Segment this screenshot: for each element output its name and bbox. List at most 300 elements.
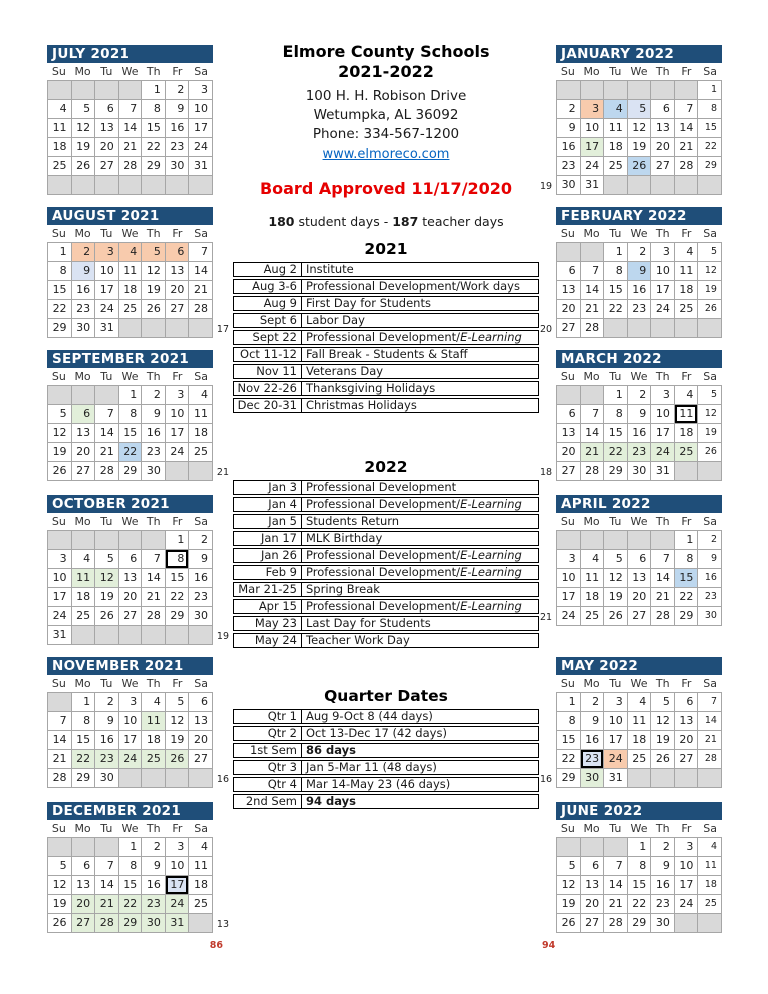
day-cell: 30: [141, 461, 165, 480]
day-cell: 2: [141, 837, 165, 856]
day-cell: 16: [141, 875, 165, 894]
empty-cell: [165, 175, 189, 194]
weekday-label: Sa: [703, 677, 717, 690]
day-cell: 4: [697, 837, 721, 856]
event-2022-date: May 23: [234, 617, 302, 630]
day-cell: 9: [580, 711, 604, 730]
weekday-label: We: [121, 370, 139, 383]
empty-cell: [603, 318, 627, 337]
day-cell: 24: [165, 894, 189, 913]
day-cell: 18: [188, 875, 212, 894]
event-2021-date: Aug 2: [234, 263, 302, 276]
empty-cell: [603, 175, 627, 194]
month-grid: [556, 242, 722, 338]
weekday-label: Fr: [172, 65, 183, 78]
quarter-row: [233, 726, 539, 741]
day-cell: 18: [697, 875, 721, 894]
day-cell: 26: [47, 461, 71, 480]
day-cell: 22: [118, 442, 142, 461]
empty-cell: [118, 768, 142, 787]
month-grid: [556, 80, 722, 195]
day-cell: 7: [580, 261, 604, 280]
empty-cell: [697, 461, 721, 480]
day-cell: 25: [674, 442, 698, 461]
empty-cell: [71, 837, 95, 856]
weekday-label: Sa: [194, 515, 208, 528]
month-calendar-february-2022: [540, 207, 722, 338]
empty-cell: [118, 530, 142, 549]
day-cell: 13: [118, 568, 142, 587]
day-cell: 27: [580, 913, 604, 932]
weekday-label: Mo: [74, 677, 91, 690]
weekday-label: We: [630, 227, 648, 240]
day-cell: 24: [580, 156, 604, 175]
weekday-label: Fr: [681, 227, 692, 240]
event-2021-date: Dec 20-31: [234, 399, 302, 412]
event-2021-row: [233, 313, 539, 328]
day-cell: 26: [697, 299, 721, 318]
day-cell: 15: [71, 730, 95, 749]
day-cell: 25: [188, 894, 212, 913]
day-cell: 4: [188, 385, 212, 404]
weekday-label: We: [121, 822, 139, 835]
event-2021-description: Christmas Holidays: [306, 399, 417, 412]
weekday-label: We: [630, 822, 648, 835]
weekday-label: Mo: [583, 677, 600, 690]
day-cell: 11: [674, 404, 698, 423]
day-cell: 11: [603, 118, 627, 137]
day-cell: 5: [165, 692, 189, 711]
day-cell: 21: [674, 137, 698, 156]
events-2021-table: [233, 262, 539, 413]
day-cell: 14: [94, 423, 118, 442]
empty-cell: [188, 913, 212, 932]
event-2021-date: Nov 22-26: [234, 382, 302, 395]
empty-cell: [141, 175, 165, 194]
day-cell: 4: [141, 692, 165, 711]
day-cell: 25: [580, 606, 604, 625]
weekday-label: Sa: [194, 370, 208, 383]
event-2022-date: Apr 15: [234, 600, 302, 613]
day-cell: 23: [650, 894, 674, 913]
event-2021-description: Veterans Day: [306, 365, 384, 378]
day-cell: 26: [71, 156, 95, 175]
events-2022-table: [233, 480, 539, 648]
day-cell: 12: [71, 118, 95, 137]
event-2021-description: Institute: [306, 263, 354, 276]
events-2022-section: [233, 458, 539, 650]
day-cell: 30: [71, 318, 95, 337]
day-cell: 26: [165, 749, 189, 768]
day-cell: 3: [47, 549, 71, 568]
day-cell: 17: [674, 875, 698, 894]
day-cell: 17: [188, 118, 212, 137]
day-cell: 11: [674, 261, 698, 280]
day-cell: 27: [94, 156, 118, 175]
empty-cell: [94, 837, 118, 856]
quarter-date: Qtr 1: [234, 710, 302, 723]
weekday-header-row: [556, 820, 722, 837]
day-cell: 1: [627, 837, 651, 856]
weekday-header-row: [556, 63, 722, 80]
day-cell: 14: [141, 568, 165, 587]
empty-cell: [580, 80, 604, 99]
day-cell: 14: [674, 118, 698, 137]
day-cell: 6: [118, 549, 142, 568]
month-calendar-june-2022: [542, 802, 722, 951]
empty-cell: [580, 385, 604, 404]
quarter-dates-heading: Quarter Dates: [324, 687, 448, 705]
weekday-label: Mo: [74, 227, 91, 240]
event-2021-row: [233, 262, 539, 277]
empty-cell: [627, 80, 651, 99]
day-cell: 3: [165, 837, 189, 856]
weekday-label: Sa: [194, 65, 208, 78]
weekday-label: Su: [51, 227, 66, 240]
student-days-count: 16: [216, 774, 229, 785]
day-cell: 28: [141, 606, 165, 625]
day-cell: 18: [71, 587, 95, 606]
day-cell: 1: [141, 80, 165, 99]
website-link[interactable]: www.elmoreco.com: [322, 147, 450, 162]
event-2022-row: [233, 565, 539, 580]
day-cell: 24: [47, 606, 71, 625]
weekday-label: Tu: [100, 65, 113, 78]
day-cell: 26: [697, 442, 721, 461]
empty-cell: [118, 175, 142, 194]
event-2022-description: Students Return: [306, 515, 400, 528]
day-cell: 1: [165, 530, 189, 549]
weekday-label: Mo: [583, 515, 600, 528]
day-cell: 12: [603, 568, 627, 587]
empty-cell: [118, 318, 142, 337]
day-cell: 16: [94, 730, 118, 749]
weekday-header-row: [556, 368, 722, 385]
day-cell: 23: [556, 156, 580, 175]
day-cell: 7: [650, 549, 674, 568]
day-cell: 21: [580, 299, 604, 318]
day-cell: 8: [141, 99, 165, 118]
day-cell: 23: [141, 442, 165, 461]
day-cell: 31: [650, 461, 674, 480]
day-cell: 21: [603, 894, 627, 913]
empty-cell: [627, 175, 651, 194]
empty-cell: [627, 530, 651, 549]
event-2022-row: [233, 616, 539, 631]
weekday-label: Fr: [681, 370, 692, 383]
event-2021-row: [233, 279, 539, 294]
month-grid: [47, 242, 213, 338]
day-cell: 19: [47, 894, 71, 913]
empty-cell: [165, 625, 189, 644]
weekday-header-row: [556, 225, 722, 242]
event-2022-row: [233, 497, 539, 512]
quarter-date: 1st Sem: [234, 744, 302, 757]
day-cell: 9: [165, 99, 189, 118]
days-summary-text-1: student days -: [294, 214, 393, 229]
day-cell: 5: [650, 692, 674, 711]
day-cell: 19: [697, 423, 721, 442]
day-cell: 6: [580, 856, 604, 875]
event-2022-row: [233, 531, 539, 546]
day-cell: 27: [627, 606, 651, 625]
day-cell: 28: [674, 156, 698, 175]
day-cell: 25: [141, 749, 165, 768]
day-cell: 29: [71, 768, 95, 787]
empty-cell: [94, 175, 118, 194]
event-2021-description: Labor Day: [306, 314, 365, 327]
weekday-label: Su: [51, 515, 66, 528]
weekday-label: Th: [146, 65, 161, 78]
day-cell: 7: [47, 711, 71, 730]
weekday-label: Su: [560, 65, 575, 78]
semester-days-total: 86: [209, 940, 223, 951]
events-2021-heading: 2021: [364, 240, 408, 258]
day-cell: 14: [47, 730, 71, 749]
weekday-label: Th: [146, 370, 161, 383]
day-cell: 27: [118, 606, 142, 625]
day-cell: 5: [603, 549, 627, 568]
month-title: DECEMBER 2021: [47, 802, 213, 820]
day-cell: 19: [94, 587, 118, 606]
weekday-label: We: [630, 65, 648, 78]
day-cell: 25: [71, 606, 95, 625]
event-2021-description: Professional Development/E-Learning: [306, 331, 522, 344]
empty-cell: [650, 318, 674, 337]
day-cell: 11: [47, 118, 71, 137]
empty-cell: [556, 530, 580, 549]
day-cell: 16: [556, 137, 580, 156]
empty-cell: [165, 768, 189, 787]
day-cell: 10: [650, 261, 674, 280]
day-cell: 18: [603, 137, 627, 156]
day-cell: 30: [650, 913, 674, 932]
day-cell: 19: [47, 442, 71, 461]
day-cell: 8: [71, 711, 95, 730]
day-cell: 12: [697, 261, 721, 280]
empty-cell: [603, 80, 627, 99]
day-cell: 5: [47, 404, 71, 423]
day-cell: 24: [674, 894, 698, 913]
student-days-count: 21: [540, 612, 553, 623]
weekday-label: Tu: [100, 515, 113, 528]
empty-cell: [697, 318, 721, 337]
day-cell: 30: [580, 768, 604, 787]
quarter-dates-section: [233, 687, 539, 811]
day-cell: 2: [697, 530, 721, 549]
weekday-label: Tu: [609, 370, 622, 383]
quarter-description: Jan 5-Mar 11 (48 days): [306, 761, 437, 774]
weekday-header-row: [47, 63, 213, 80]
weekday-label: We: [630, 677, 648, 690]
day-cell: 4: [71, 549, 95, 568]
event-2022-date: Jan 5: [234, 515, 302, 528]
day-cell: 1: [603, 242, 627, 261]
empty-cell: [556, 385, 580, 404]
empty-cell: [188, 318, 212, 337]
day-cell: 3: [580, 99, 604, 118]
day-cell: 12: [627, 118, 651, 137]
day-cell: 20: [627, 587, 651, 606]
day-cell: 18: [47, 137, 71, 156]
day-cell: 23: [71, 299, 95, 318]
event-2022-row: [233, 514, 539, 529]
day-cell: 25: [118, 299, 142, 318]
day-cell: 13: [556, 423, 580, 442]
quarter-description: Mar 14-May 23 (46 days): [306, 778, 451, 791]
empty-cell: [71, 385, 95, 404]
day-cell: 12: [697, 404, 721, 423]
event-2022-date: Jan 17: [234, 532, 302, 545]
day-cell: 25: [697, 894, 721, 913]
day-cell: 4: [603, 99, 627, 118]
weekday-label: Mo: [74, 515, 91, 528]
month-grid: [47, 80, 213, 195]
empty-cell: [580, 242, 604, 261]
day-cell: 6: [650, 99, 674, 118]
day-cell: 10: [165, 404, 189, 423]
day-cell: 16: [627, 423, 651, 442]
weekday-label: Mo: [583, 822, 600, 835]
empty-cell: [580, 530, 604, 549]
weekday-label: Th: [655, 370, 670, 383]
empty-cell: [188, 768, 212, 787]
weekday-label: We: [630, 515, 648, 528]
weekday-label: Th: [655, 227, 670, 240]
day-cell: 31: [94, 318, 118, 337]
empty-cell: [650, 175, 674, 194]
website-row: [233, 146, 539, 164]
day-cell: 6: [71, 404, 95, 423]
day-cell: 16: [580, 730, 604, 749]
weekday-label: We: [630, 370, 648, 383]
month-grid: [47, 837, 213, 933]
empty-cell: [94, 625, 118, 644]
events-2022-heading: 2022: [364, 458, 408, 476]
day-cell: 31: [580, 175, 604, 194]
day-cell: 2: [627, 242, 651, 261]
day-cell: 17: [556, 587, 580, 606]
day-cell: 8: [556, 711, 580, 730]
day-cell: 11: [188, 856, 212, 875]
weekday-header-row: [556, 675, 722, 692]
teacher-days-value: 187: [392, 214, 419, 229]
event-2021-row: [233, 398, 539, 413]
day-cell: 27: [650, 156, 674, 175]
weekday-label: Tu: [609, 677, 622, 690]
event-2022-description: Last Day for Students: [306, 617, 431, 630]
day-cell: 28: [580, 318, 604, 337]
day-cell: 8: [118, 856, 142, 875]
day-cell: 23: [165, 137, 189, 156]
day-cell: 22: [603, 442, 627, 461]
day-cell: 30: [188, 606, 212, 625]
empty-cell: [141, 768, 165, 787]
day-cell: 8: [603, 404, 627, 423]
weekday-label: Tu: [609, 65, 622, 78]
quarter-description: 94 days: [306, 795, 356, 808]
month-title: APRIL 2022: [556, 495, 722, 513]
day-cell: 12: [94, 568, 118, 587]
day-cell: 19: [556, 894, 580, 913]
day-cell: 19: [165, 730, 189, 749]
day-cell: 9: [650, 856, 674, 875]
quarter-row: [233, 794, 539, 809]
day-cell: 13: [71, 875, 95, 894]
day-cell: 26: [650, 749, 674, 768]
day-cell: 14: [580, 423, 604, 442]
quarter-description: Oct 13-Dec 17 (42 days): [306, 727, 447, 740]
day-cell: 21: [47, 749, 71, 768]
days-summary: [233, 214, 539, 229]
day-cell: 20: [188, 730, 212, 749]
event-2022-description: Professional Development/E-Learning: [306, 549, 522, 562]
student-days-count: 19: [216, 631, 229, 642]
day-cell: 17: [650, 280, 674, 299]
day-cell: 17: [603, 730, 627, 749]
empty-cell: [71, 625, 95, 644]
day-cell: 4: [47, 99, 71, 118]
day-cell: 2: [165, 80, 189, 99]
board-approved: Board Approved 11/17/2020: [259, 179, 513, 198]
day-cell: 7: [94, 404, 118, 423]
student-days-count: 17: [216, 324, 229, 335]
empty-cell: [141, 318, 165, 337]
day-cell: 5: [94, 549, 118, 568]
weekday-label: Sa: [703, 370, 717, 383]
weekday-label: Th: [146, 677, 161, 690]
weekday-label: Th: [146, 822, 161, 835]
day-cell: 9: [188, 549, 212, 568]
day-cell: 1: [697, 80, 721, 99]
weekday-label: Su: [560, 677, 575, 690]
day-cell: 22: [165, 587, 189, 606]
event-2021-row: [233, 330, 539, 345]
day-cell: 29: [627, 913, 651, 932]
month-calendar-august-2021: [47, 207, 229, 338]
event-2021-date: Oct 11-12: [234, 348, 302, 361]
day-cell: 20: [556, 299, 580, 318]
event-2021-row: [233, 381, 539, 396]
weekday-label: Mo: [74, 370, 91, 383]
event-2021-date: Sept 6: [234, 314, 302, 327]
day-cell: 6: [674, 692, 698, 711]
empty-cell: [627, 768, 651, 787]
weekday-label: Tu: [609, 515, 622, 528]
quarter-description: 86 days: [306, 744, 356, 757]
day-cell: 30: [697, 606, 721, 625]
weekday-header-row: [47, 225, 213, 242]
day-cell: 3: [165, 385, 189, 404]
address-line-1: 100 H. H. Robison Drive: [305, 88, 467, 104]
day-cell: 18: [674, 280, 698, 299]
event-2021-date: Nov 11: [234, 365, 302, 378]
day-cell: 10: [580, 118, 604, 137]
day-cell: 5: [71, 99, 95, 118]
weekday-label: Fr: [681, 677, 692, 690]
event-2022-description: Teacher Work Day: [306, 634, 410, 647]
day-cell: 26: [141, 299, 165, 318]
day-cell: 7: [580, 404, 604, 423]
month-title: FEBRUARY 2022: [556, 207, 722, 225]
event-2021-row: [233, 364, 539, 379]
day-cell: 31: [47, 625, 71, 644]
day-cell: 17: [118, 730, 142, 749]
empty-cell: [697, 175, 721, 194]
empty-cell: [674, 913, 698, 932]
day-cell: 8: [118, 404, 142, 423]
weekday-label: Su: [51, 677, 66, 690]
